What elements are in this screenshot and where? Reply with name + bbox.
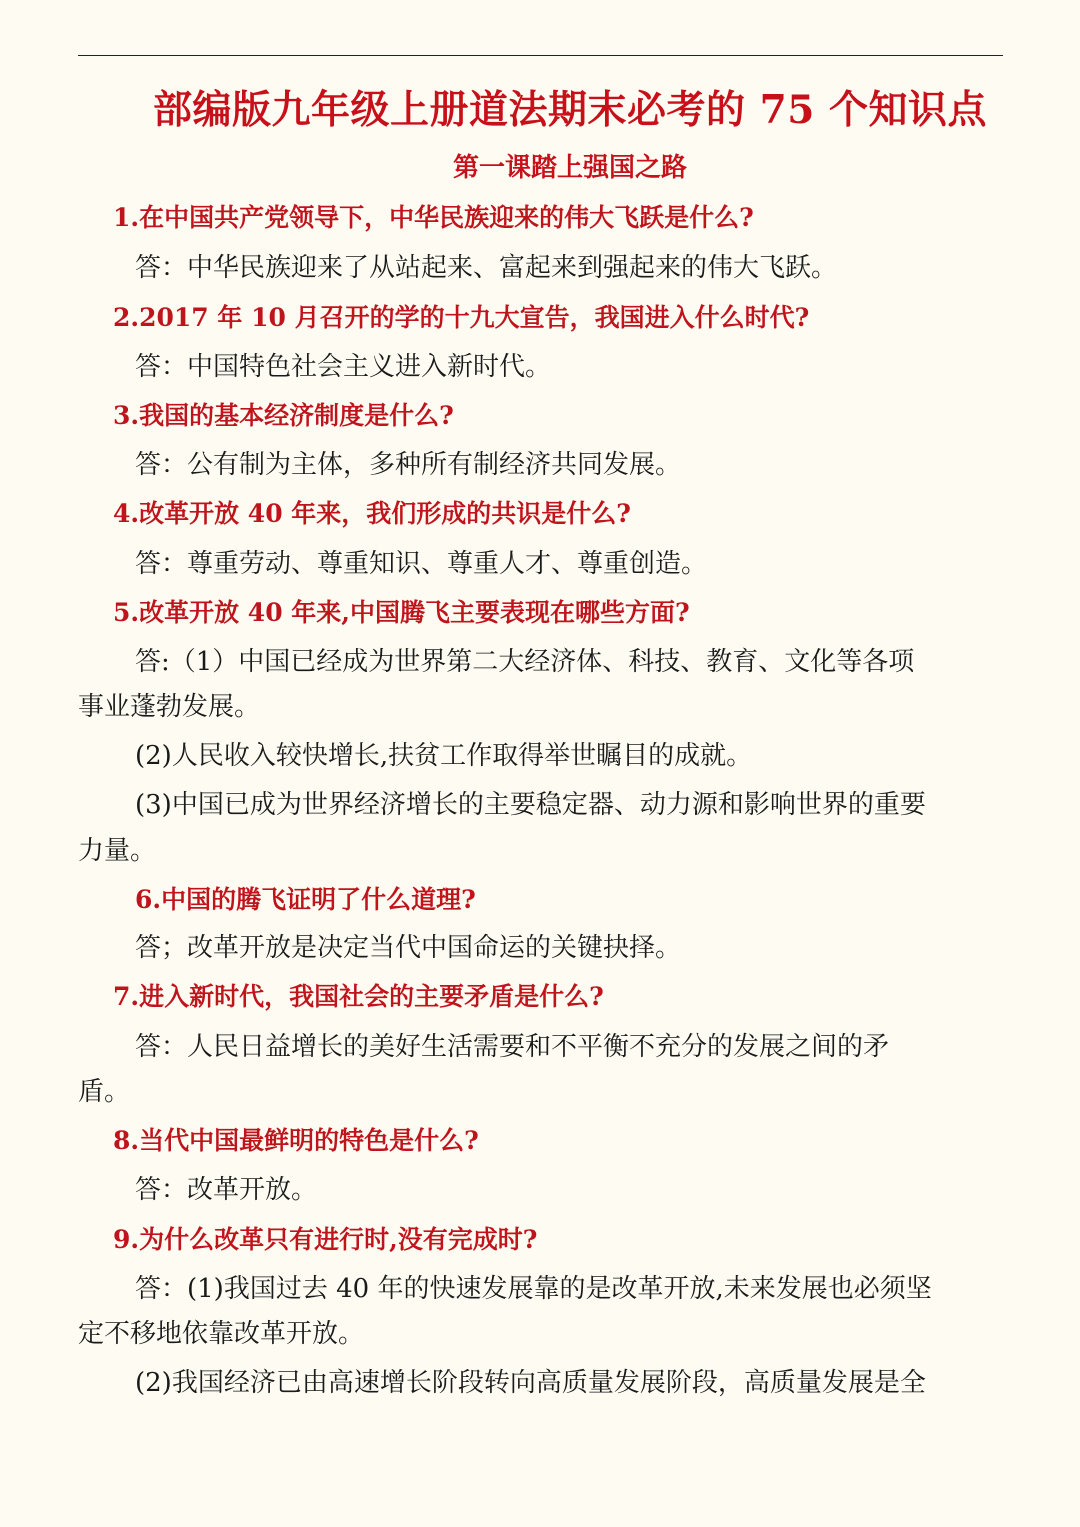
lesson-title: 第一课踏上强国之路 [452,153,687,183]
answer-5-line-1: 答:（1）中国已经成为世界第二大经济体、科技、教育、文化等各项 [135,647,915,677]
question-5: 5.改革开放 40 年来,中国腾飞主要表现在哪些方面? [113,598,690,627]
answer-9-line-2: 定不移地依靠改革开放。 [78,1319,365,1349]
question-4: 4.改革开放 40 年来，我们形成的共识是什么? [113,499,631,528]
top-rule [78,55,1003,56]
answer-3: 答：公有制为主体，多种所有制经济共同发展。 [135,450,682,480]
answer-1: 答：中华民族迎来了从站起来、富起来到强起来的伟大飞跃。 [135,253,838,283]
answer-4: 答：尊重劳动、尊重知识、尊重人才、尊重创造。 [135,549,708,579]
question-1: 1.在中国共产党领导下，中华民族迎来的伟大飞跃是什么? [113,203,754,232]
answer-7-line-2: 盾。 [78,1077,131,1107]
question-2: 2.2017 年 10 月召开的学的十九大宣告，我国进入什么时代? [113,303,810,332]
answer-7-line-1: 答：人民日益增长的美好生活需要和不平衡不充分的发展之间的矛 [135,1032,890,1062]
answer-9-line-3: (2)我国经济已由高速增长阶段转向高质量发展阶段，高质量发展是全 [135,1368,926,1398]
answer-8: 答：改革开放。 [135,1175,318,1205]
answer-6: 答；改革开放是决定当代中国命运的关键抉择。 [135,933,682,963]
question-9: 9.为什么改革只有进行时,没有完成时? [113,1225,538,1254]
answer-5-line-4: (3)中国已成为世界经济增长的主要稳定器、动力源和影响世界的重要 [135,790,926,820]
question-8: 8.当代中国最鲜明的特色是什么? [113,1126,479,1155]
question-6: 6.中国的腾飞证明了什么道理? [135,885,476,914]
page-title: 部编版九年级上册道法期末必考的 75 个知识点 [153,87,987,133]
question-3: 3.我国的基本经济制度是什么? [113,401,454,430]
question-7: 7.进入新时代，我国社会的主要矛盾是什么? [113,982,604,1011]
answer-5-line-3: (2)人民收入较快增长,扶贫工作取得举世瞩目的成就。 [135,741,753,771]
answer-5-line-2: 事业蓬勃发展。 [78,692,261,722]
answer-5-line-5: 力量。 [78,836,157,866]
answer-9-line-1: 答：(1)我国过去 40 年的快速发展靠的是改革开放,未来发展也必须坚 [135,1274,932,1304]
answer-2: 答：中国特色社会主义进入新时代。 [135,352,552,382]
